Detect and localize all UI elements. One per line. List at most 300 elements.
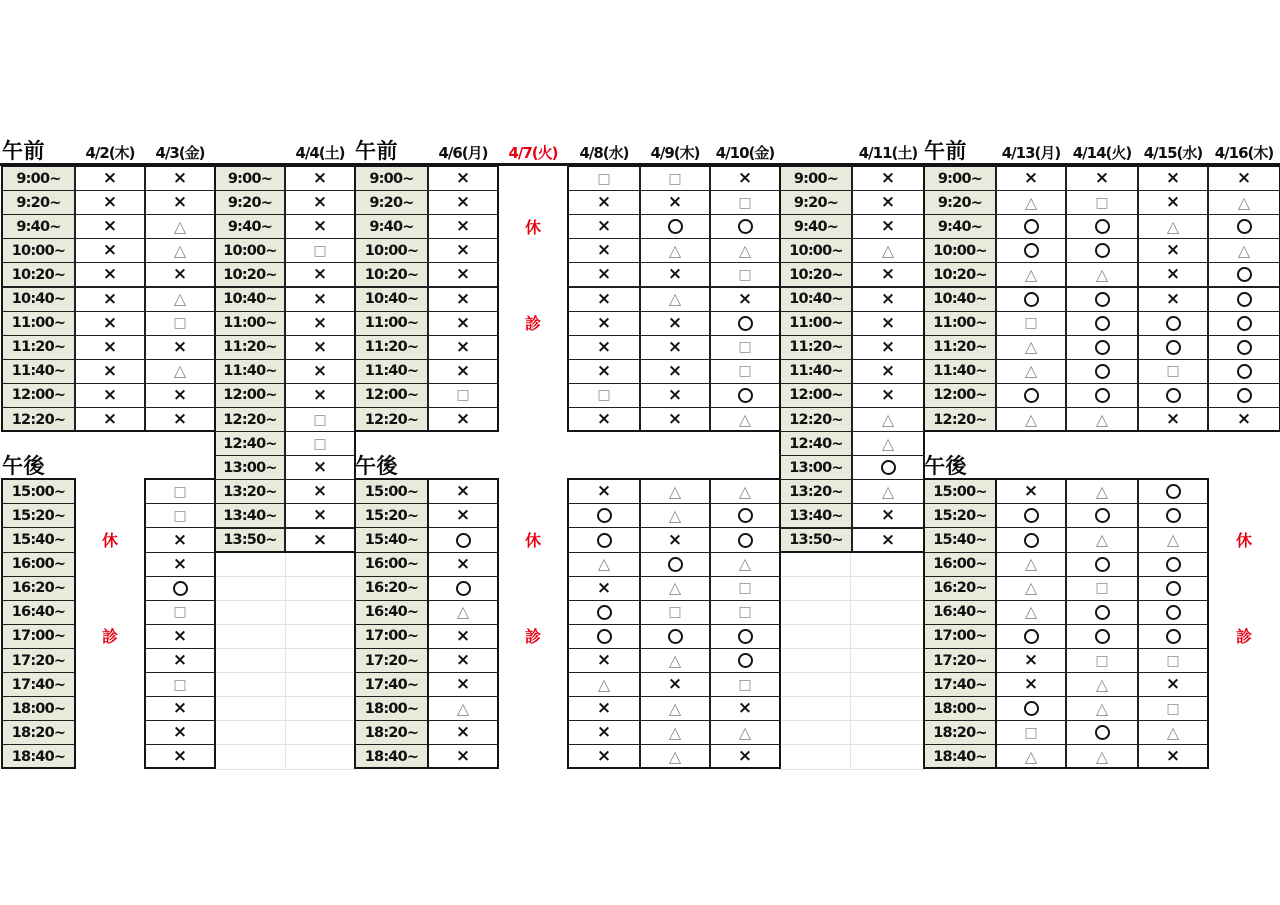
circle-symbol	[1237, 219, 1252, 234]
slot-cell[interactable]	[568, 166, 640, 191]
cross-symbol: ×	[1236, 409, 1252, 430]
slot-cell[interactable]	[285, 166, 355, 191]
slot-cell[interactable]	[1138, 720, 1208, 745]
slot-cell[interactable]	[428, 720, 498, 745]
slot-cell[interactable]	[1208, 359, 1280, 384]
slot-cell[interactable]	[640, 479, 710, 504]
slot-cell[interactable]	[1138, 672, 1208, 697]
slot-cell[interactable]	[852, 383, 924, 408]
slot-cell[interactable]	[568, 238, 640, 263]
slot-cell[interactable]	[640, 383, 710, 408]
slot-cell[interactable]	[428, 672, 498, 697]
slot-cell[interactable]	[145, 744, 215, 769]
square-symbol: □	[738, 580, 752, 597]
slot-cell[interactable]	[1138, 479, 1208, 504]
slot-cell[interactable]	[1066, 214, 1138, 239]
slot-cell[interactable]	[996, 335, 1066, 360]
slot-cell[interactable]	[852, 311, 924, 336]
cross-symbol: ×	[596, 650, 612, 671]
slot-cell[interactable]	[568, 190, 640, 215]
cross-symbol: ×	[312, 529, 328, 550]
slot-cell[interactable]	[428, 407, 498, 432]
slot-cell[interactable]	[285, 359, 355, 384]
slot-cell[interactable]	[145, 479, 215, 504]
slot-cell[interactable]	[640, 190, 710, 215]
slot-cell[interactable]	[428, 503, 498, 528]
slot-cell[interactable]	[568, 503, 640, 528]
slot-cell[interactable]	[710, 503, 780, 528]
slot-cell[interactable]	[996, 479, 1066, 504]
triangle-symbol: △	[1095, 698, 1109, 718]
slot-cell[interactable]	[285, 335, 355, 360]
cross-symbol: ×	[880, 168, 896, 189]
slot-cell[interactable]	[75, 262, 145, 287]
cross-symbol: ×	[102, 384, 118, 405]
slot-cell[interactable]	[640, 214, 710, 239]
slot-cell[interactable]	[1066, 552, 1138, 577]
slot-cell[interactable]	[428, 214, 498, 239]
slot-cell[interactable]	[640, 576, 710, 601]
slot-cell[interactable]	[1066, 383, 1138, 408]
slot-cell[interactable]	[285, 455, 355, 480]
slot-cell[interactable]	[568, 600, 640, 625]
cross-symbol: ×	[312, 457, 328, 478]
square-symbol: □	[313, 242, 327, 259]
cross-symbol: ×	[172, 698, 188, 719]
circle-symbol	[738, 316, 753, 331]
slot-cell[interactable]	[568, 672, 640, 697]
slot-cell[interactable]	[75, 190, 145, 215]
slot-cell[interactable]	[710, 527, 780, 552]
slot-cell[interactable]	[1138, 527, 1208, 552]
slot-cell[interactable]	[428, 648, 498, 673]
slot-cell[interactable]	[1066, 287, 1138, 312]
slot-cell[interactable]	[568, 407, 640, 432]
slot-cell[interactable]	[568, 720, 640, 745]
saturday-table-4-11	[780, 166, 924, 552]
slot-cell[interactable]	[710, 166, 780, 191]
slot-cell[interactable]	[710, 383, 780, 408]
time-cell: 10:20~	[215, 262, 285, 287]
slot-cell[interactable]	[996, 359, 1066, 384]
slot-cell[interactable]	[710, 238, 780, 263]
time-cell: 9:00~	[355, 166, 428, 191]
slot-cell[interactable]	[428, 383, 498, 408]
slot-cell[interactable]	[285, 431, 355, 456]
slot-cell[interactable]	[710, 600, 780, 625]
slot-cell[interactable]	[1138, 648, 1208, 673]
slot-cell[interactable]	[852, 503, 924, 528]
time-cell: 10:00~	[2, 238, 75, 263]
slot-cell[interactable]	[1066, 696, 1138, 721]
slot-cell[interactable]	[145, 503, 215, 528]
faint-gridline	[780, 576, 924, 577]
slot-cell[interactable]	[75, 335, 145, 360]
slot-cell[interactable]	[852, 214, 924, 239]
slot-cell[interactable]	[285, 214, 355, 239]
time-cell: 9:40~	[924, 214, 996, 239]
slot-cell[interactable]	[852, 335, 924, 360]
slot-cell[interactable]	[145, 696, 215, 721]
cross-symbol: ×	[455, 240, 471, 261]
slot-cell[interactable]	[1138, 214, 1208, 239]
slot-cell[interactable]	[710, 624, 780, 649]
slot-cell[interactable]	[996, 696, 1066, 721]
slot-cell[interactable]	[428, 696, 498, 721]
slot-cell[interactable]	[710, 479, 780, 504]
slot-cell[interactable]	[285, 503, 355, 528]
slot-cell[interactable]	[640, 600, 710, 625]
time-cell: 12:40~	[215, 431, 285, 456]
slot-cell[interactable]	[1066, 262, 1138, 287]
slot-cell[interactable]	[1066, 190, 1138, 215]
square-symbol: □	[1024, 315, 1038, 332]
circle-symbol	[1237, 388, 1252, 403]
slot-cell[interactable]	[285, 238, 355, 263]
slot-cell[interactable]	[640, 262, 710, 287]
slot-cell[interactable]	[75, 407, 145, 432]
slot-cell[interactable]	[640, 696, 710, 721]
slot-cell[interactable]	[428, 600, 498, 625]
slot-cell[interactable]	[145, 214, 215, 239]
slot-cell[interactable]	[1066, 744, 1138, 769]
circle-symbol	[1024, 292, 1039, 307]
slot-cell[interactable]	[1066, 311, 1138, 336]
time-cell: 16:20~	[2, 576, 75, 601]
slot-cell[interactable]	[996, 238, 1066, 263]
slot-cell[interactable]	[428, 576, 498, 601]
slot-cell[interactable]	[1208, 335, 1280, 360]
slot-cell[interactable]	[75, 383, 145, 408]
slot-cell[interactable]	[285, 262, 355, 287]
slot-cell[interactable]	[852, 431, 924, 456]
slot-cell[interactable]	[145, 311, 215, 336]
cross-symbol: ×	[172, 746, 188, 767]
slot-cell[interactable]	[1066, 527, 1138, 552]
slot-cell[interactable]	[640, 720, 710, 745]
cross-symbol: ×	[102, 168, 118, 189]
slot-cell[interactable]	[852, 479, 924, 504]
slot-cell[interactable]	[285, 407, 355, 432]
cross-symbol: ×	[667, 360, 683, 381]
slot-cell[interactable]	[852, 190, 924, 215]
slot-cell[interactable]	[1138, 576, 1208, 601]
slot-cell[interactable]	[852, 407, 924, 432]
slot-cell[interactable]	[1208, 311, 1280, 336]
slot-cell[interactable]	[1138, 238, 1208, 263]
slot-cell[interactable]	[640, 335, 710, 360]
slot-cell[interactable]	[1208, 166, 1280, 191]
slot-cell[interactable]	[996, 527, 1066, 552]
slot-cell[interactable]	[1138, 166, 1208, 191]
slot-cell[interactable]	[640, 552, 710, 577]
slot-cell[interactable]	[145, 600, 215, 625]
slot-cell[interactable]	[852, 238, 924, 263]
slot-cell[interactable]	[568, 287, 640, 312]
slot-cell[interactable]	[1138, 624, 1208, 649]
slot-cell[interactable]	[145, 552, 215, 577]
slot-cell[interactable]	[996, 262, 1066, 287]
slot-cell[interactable]	[1138, 190, 1208, 215]
slot-cell[interactable]	[852, 287, 924, 312]
morning-section-label: 午前	[2, 139, 45, 163]
circle-symbol	[1095, 557, 1110, 572]
slot-cell[interactable]	[710, 359, 780, 384]
slot-cell[interactable]	[852, 359, 924, 384]
slot-cell[interactable]	[996, 624, 1066, 649]
square-symbol: □	[668, 604, 682, 621]
slot-cell[interactable]	[145, 287, 215, 312]
slot-cell[interactable]	[640, 624, 710, 649]
slot-cell[interactable]	[710, 744, 780, 769]
slot-cell[interactable]	[1066, 576, 1138, 601]
slot-cell[interactable]	[428, 624, 498, 649]
slot-cell[interactable]	[568, 552, 640, 577]
slot-cell[interactable]	[428, 527, 498, 552]
slot-cell[interactable]	[1138, 696, 1208, 721]
slot-cell[interactable]	[996, 407, 1066, 432]
slot-cell[interactable]	[428, 359, 498, 384]
slot-cell[interactable]	[75, 311, 145, 336]
slot-cell[interactable]	[568, 744, 640, 769]
slot-cell[interactable]	[710, 214, 780, 239]
slot-cell[interactable]	[568, 311, 640, 336]
circle-symbol	[1024, 219, 1039, 234]
slot-cell[interactable]	[428, 287, 498, 312]
time-cell: 9:40~	[2, 214, 75, 239]
slot-cell[interactable]	[640, 287, 710, 312]
cross-symbol: ×	[312, 168, 328, 189]
time-cell: 10:40~	[780, 287, 852, 312]
slot-cell[interactable]	[145, 166, 215, 191]
slot-cell[interactable]	[75, 166, 145, 191]
slot-cell[interactable]	[1208, 287, 1280, 312]
slot-cell[interactable]	[1138, 359, 1208, 384]
slot-cell[interactable]	[1208, 262, 1280, 287]
slot-cell[interactable]	[996, 383, 1066, 408]
cross-symbol: ×	[455, 336, 471, 357]
slot-cell[interactable]	[640, 648, 710, 673]
triangle-symbol: △	[456, 698, 470, 718]
time-cell: 10:40~	[2, 287, 75, 312]
slot-cell[interactable]	[75, 287, 145, 312]
slot-cell[interactable]	[640, 359, 710, 384]
slot-cell[interactable]	[996, 311, 1066, 336]
slot-cell[interactable]	[996, 287, 1066, 312]
slot-cell[interactable]	[145, 527, 215, 552]
slot-cell[interactable]	[428, 262, 498, 287]
slot-cell[interactable]	[145, 576, 215, 601]
slot-cell[interactable]	[1208, 214, 1280, 239]
slot-cell[interactable]	[145, 672, 215, 697]
slot-cell[interactable]	[1138, 262, 1208, 287]
slot-cell[interactable]	[285, 383, 355, 408]
triangle-symbol: △	[668, 578, 682, 598]
slot-cell[interactable]	[710, 190, 780, 215]
slot-cell[interactable]	[285, 287, 355, 312]
slot-cell[interactable]	[1066, 407, 1138, 432]
time-cell: 13:40~	[780, 503, 852, 528]
slot-cell[interactable]	[1138, 311, 1208, 336]
slot-cell[interactable]	[1066, 479, 1138, 504]
cross-symbol: ×	[880, 505, 896, 526]
slot-cell[interactable]	[568, 359, 640, 384]
slot-cell[interactable]	[568, 576, 640, 601]
slot-cell[interactable]	[1138, 287, 1208, 312]
slot-cell[interactable]	[568, 527, 640, 552]
slot-cell[interactable]	[996, 720, 1066, 745]
slot-cell[interactable]	[1066, 238, 1138, 263]
time-cell: 9:40~	[215, 214, 285, 239]
slot-cell[interactable]	[75, 214, 145, 239]
slot-cell[interactable]	[145, 720, 215, 745]
slot-cell[interactable]	[710, 576, 780, 601]
slot-cell[interactable]	[1138, 383, 1208, 408]
circle-symbol	[173, 581, 188, 596]
slot-cell[interactable]	[145, 190, 215, 215]
slot-cell[interactable]	[1138, 335, 1208, 360]
cross-symbol: ×	[1023, 650, 1039, 671]
slot-cell[interactable]	[996, 672, 1066, 697]
slot-cell[interactable]	[640, 238, 710, 263]
slot-cell[interactable]	[640, 503, 710, 528]
slot-cell[interactable]	[145, 335, 215, 360]
slot-cell[interactable]	[1066, 624, 1138, 649]
slot-cell[interactable]	[428, 744, 498, 769]
slot-cell[interactable]	[710, 287, 780, 312]
slot-cell[interactable]	[568, 624, 640, 649]
slot-cell[interactable]	[640, 311, 710, 336]
slot-cell[interactable]	[1208, 383, 1280, 408]
slot-cell[interactable]	[710, 311, 780, 336]
slot-cell[interactable]	[1138, 744, 1208, 769]
slot-cell[interactable]	[145, 407, 215, 432]
slot-cell[interactable]	[852, 528, 924, 553]
slot-cell[interactable]	[568, 335, 640, 360]
time-cell: 17:20~	[355, 648, 428, 673]
slot-cell[interactable]	[710, 672, 780, 697]
slot-cell[interactable]	[1066, 503, 1138, 528]
date-header: 4/11(土)	[858, 143, 918, 162]
cross-symbol: ×	[102, 288, 118, 309]
slot-cell[interactable]	[710, 552, 780, 577]
slot-cell[interactable]	[996, 648, 1066, 673]
slot-cell[interactable]	[996, 503, 1066, 528]
slot-cell[interactable]	[1066, 359, 1138, 384]
slot-cell[interactable]	[428, 190, 498, 215]
slot-cell[interactable]	[640, 407, 710, 432]
slot-cell[interactable]	[1066, 720, 1138, 745]
slot-cell[interactable]	[1066, 335, 1138, 360]
slot-cell[interactable]	[710, 407, 780, 432]
slot-cell[interactable]	[1138, 600, 1208, 625]
slot-cell[interactable]	[1138, 552, 1208, 577]
slot-cell[interactable]	[428, 311, 498, 336]
slot-cell[interactable]	[285, 311, 355, 336]
slot-cell[interactable]	[145, 262, 215, 287]
slot-cell[interactable]	[1208, 407, 1280, 432]
slot-cell[interactable]	[710, 696, 780, 721]
slot-cell[interactable]	[568, 262, 640, 287]
slot-cell[interactable]	[145, 383, 215, 408]
slot-cell[interactable]	[996, 576, 1066, 601]
slot-cell[interactable]	[640, 672, 710, 697]
closed-mark: 診	[101, 627, 118, 647]
slot-cell[interactable]	[145, 648, 215, 673]
slot-cell[interactable]	[285, 479, 355, 504]
slot-cell[interactable]	[145, 238, 215, 263]
slot-cell[interactable]	[852, 455, 924, 480]
slot-cell[interactable]	[996, 744, 1066, 769]
slot-cell[interactable]	[710, 335, 780, 360]
slot-cell[interactable]	[852, 262, 924, 287]
slot-cell[interactable]	[1208, 190, 1280, 215]
slot-cell[interactable]	[852, 166, 924, 191]
time-cell: 18:20~	[355, 720, 428, 745]
slot-cell[interactable]	[568, 696, 640, 721]
slot-cell[interactable]	[428, 166, 498, 191]
date-header: 4/9(木)	[650, 143, 700, 162]
slot-cell[interactable]	[75, 238, 145, 263]
slot-cell[interactable]	[640, 744, 710, 769]
slot-cell[interactable]	[145, 624, 215, 649]
slot-cell[interactable]	[710, 262, 780, 287]
time-cell: 9:20~	[355, 190, 428, 215]
slot-cell[interactable]	[75, 359, 145, 384]
slot-cell[interactable]	[996, 600, 1066, 625]
slot-cell[interactable]	[568, 648, 640, 673]
slot-cell[interactable]	[1138, 407, 1208, 432]
slot-cell[interactable]	[1066, 672, 1138, 697]
saturday-table-4-4	[215, 166, 355, 552]
date-header: 4/7(火)	[508, 143, 558, 162]
slot-cell[interactable]	[640, 166, 710, 191]
slot-cell[interactable]	[285, 190, 355, 215]
slot-cell[interactable]	[996, 214, 1066, 239]
slot-cell[interactable]	[568, 479, 640, 504]
slot-cell[interactable]	[710, 648, 780, 673]
slot-cell[interactable]	[568, 383, 640, 408]
slot-cell[interactable]	[1138, 503, 1208, 528]
triangle-symbol: △	[1166, 722, 1180, 742]
slot-cell[interactable]	[1066, 166, 1138, 191]
slot-cell[interactable]	[428, 335, 498, 360]
slot-cell[interactable]	[145, 359, 215, 384]
circle-symbol	[1166, 557, 1181, 572]
slot-cell[interactable]	[996, 166, 1066, 191]
slot-cell[interactable]	[710, 720, 780, 745]
slot-cell[interactable]	[640, 527, 710, 552]
slot-cell[interactable]	[568, 214, 640, 239]
slot-cell[interactable]	[285, 528, 355, 553]
square-symbol: □	[738, 266, 752, 283]
triangle-symbol: △	[1237, 240, 1251, 260]
slot-cell[interactable]	[428, 552, 498, 577]
slot-cell[interactable]	[428, 479, 498, 504]
cross-symbol: ×	[312, 192, 328, 213]
cross-symbol: ×	[737, 746, 753, 767]
slot-cell[interactable]	[996, 190, 1066, 215]
slot-cell[interactable]	[1208, 238, 1280, 263]
slot-cell[interactable]	[996, 552, 1066, 577]
slot-cell[interactable]	[428, 238, 498, 263]
cross-symbol: ×	[596, 360, 612, 381]
slot-cell[interactable]	[1066, 648, 1138, 673]
date-header: 4/15(水)	[1143, 143, 1203, 162]
triangle-symbol: △	[668, 698, 682, 718]
cross-symbol: ×	[596, 312, 612, 333]
slot-cell[interactable]	[1066, 600, 1138, 625]
